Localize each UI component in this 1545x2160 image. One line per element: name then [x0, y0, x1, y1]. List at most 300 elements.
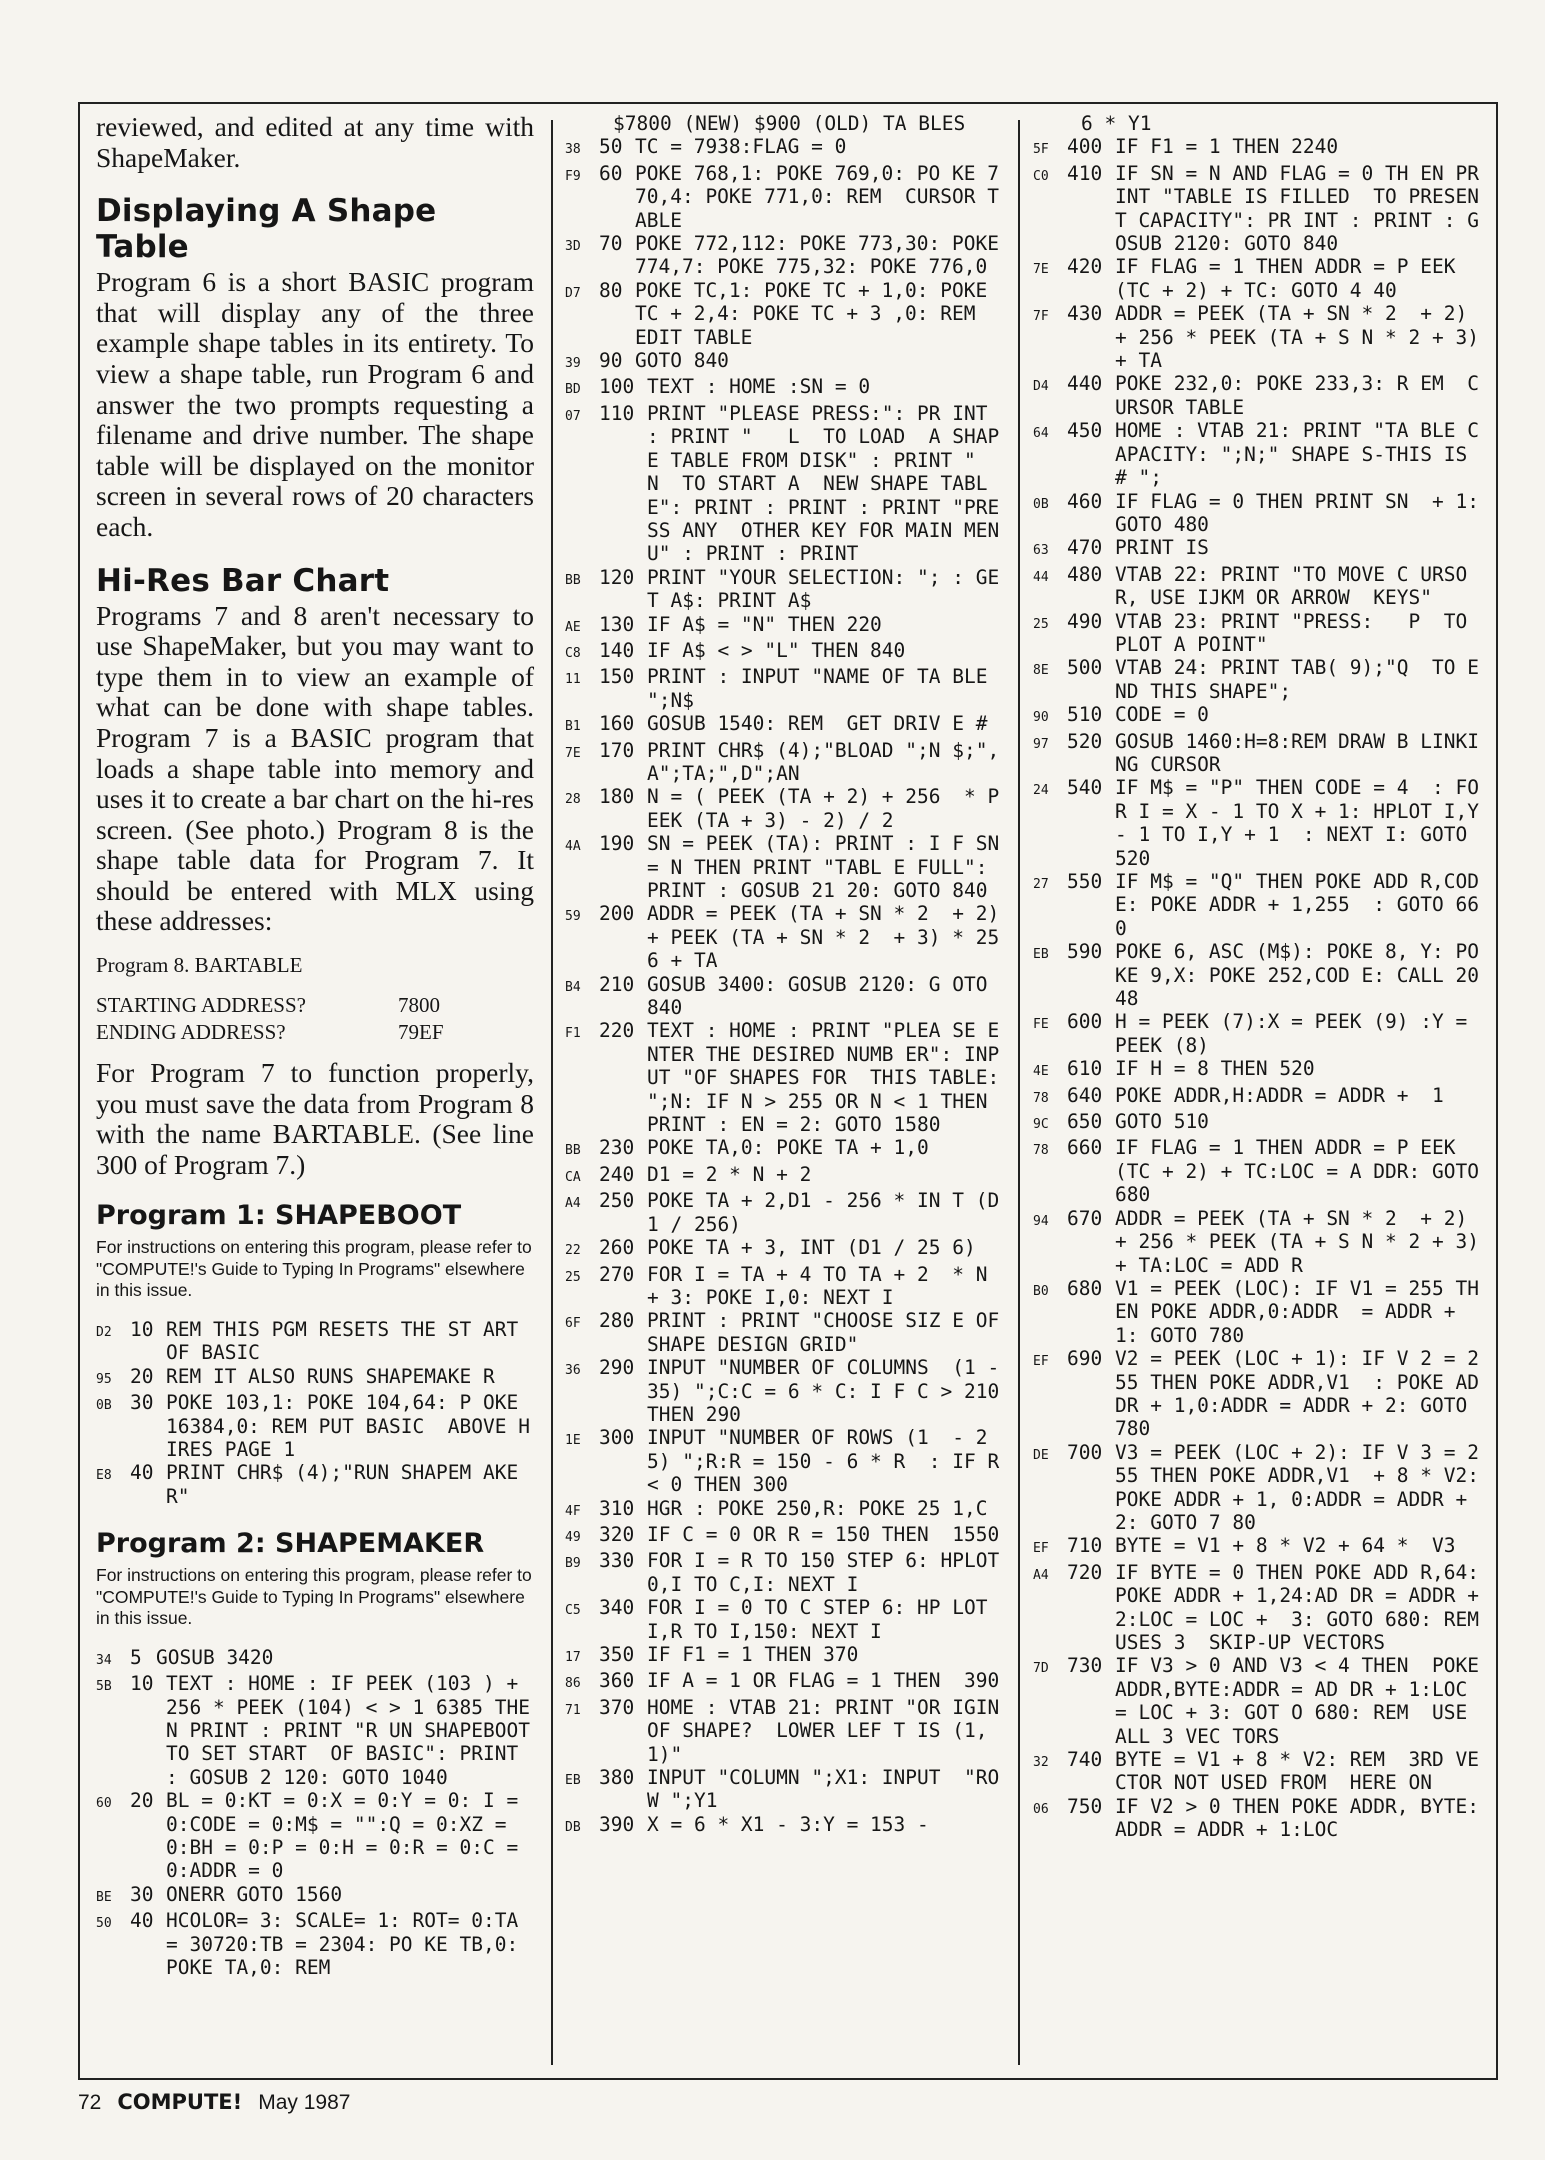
code-line — [96, 1646, 534, 1672]
code-text: N = ( PEEK (TA + 2) + 256 * PEEK (TA + 3) - 2) / 2 — [647, 785, 1000, 832]
code-text: BL = 0:KT = 0:X = 0:Y = 0: I = 0:CODE = 0:M$ = "":Q = 0:XZ = 0:BH = 0:P = 0:H = 0:R = 0:C = 0:ADDR = 0 — [166, 1789, 530, 1883]
line-number: 490 — [1067, 609, 1103, 633]
program-1-listing — [96, 1318, 534, 1508]
line-number: 640 — [1067, 1083, 1103, 1107]
checksum: 32 — [1033, 1755, 1049, 1771]
line-number: 370 — [599, 1695, 635, 1719]
code-text: POKE 103,1: POKE 104,64: P OKE 16384,0: REM PUT BASIC ABOVE HIRES PAGE 1 — [166, 1391, 530, 1461]
code-line — [1033, 563, 1481, 610]
code-line — [1033, 372, 1481, 419]
starting-address-row — [96, 992, 534, 1019]
line-number: 320 — [599, 1522, 635, 1546]
checksum: 22 — [565, 1243, 581, 1259]
line-number: 420 — [1067, 255, 1103, 279]
page-number: 72 — [78, 2091, 102, 2114]
code-text: HCOLOR= 3: SCALE= 1: ROT= 0:TA = 30720:TB = 2304: PO KE TB,0: POKE TA,0: REM — [166, 1909, 530, 1979]
code-text: V1 = PEEK (LOC): IF V1 = 255 THEN POKE ADDR,0:ADDR = ADDR + 1: GOTO 780 — [1115, 1276, 1479, 1347]
code-line — [96, 1318, 534, 1365]
checksum: 3D — [565, 239, 581, 255]
checksum: D7 — [565, 285, 581, 301]
code-text: CODE = 0 — [1115, 703, 1209, 727]
line-number: 140 — [599, 638, 635, 662]
line-number: 750 — [1067, 1794, 1103, 1818]
checksum: 97 — [1033, 736, 1049, 752]
code-line — [96, 1461, 534, 1508]
line-number: 10 — [130, 1317, 154, 1341]
checksum: 39 — [565, 356, 581, 372]
code-text: PRINT : PRINT "CHOOSE SIZ E OF SHAPE DESIGN GRID" — [647, 1309, 1011, 1356]
checksum: 4A — [565, 839, 581, 855]
code-line — [565, 1309, 1011, 1356]
code-text: GOTO 840 — [635, 349, 729, 373]
checksum: C8 — [565, 645, 581, 661]
line-number: 310 — [599, 1496, 635, 1520]
checksum: 17 — [565, 1650, 581, 1665]
line-number: 40 — [130, 1909, 154, 1933]
code-text: H = PEEK (7):X = PEEK (9) :Y = PEEK (8) — [1115, 1010, 1479, 1057]
checksum: D2 — [96, 1324, 112, 1340]
checksum — [1033, 112, 1067, 135]
line-number: 150 — [599, 665, 635, 689]
heading-displaying-shape-table: Displaying A Shape Table — [96, 193, 437, 266]
code-line — [1033, 1795, 1481, 1842]
checksum: 86 — [565, 1676, 581, 1692]
code-text: GOSUB 1540: REM GET DRIV E # — [647, 712, 988, 736]
starting-address-label: STARTING ADDRESS? — [96, 993, 306, 1018]
checksum: 60 — [96, 1796, 112, 1812]
program-2-note: For instructions on entering this program, please refer to "COMPUTE!'s Guide to Typing In Programs" elsewhere in this issue. — [96, 1565, 532, 1629]
line-number: 670 — [1067, 1206, 1103, 1230]
code-text: PRINT : INPUT "NAME OF TA BLE ";N$ — [647, 665, 1000, 712]
checksum: 50 — [96, 1916, 112, 1932]
line-number: 170 — [599, 738, 635, 762]
code-line — [96, 1883, 534, 1909]
code-text: IF SN = N AND FLAG = 0 TH EN PRINT "TABLE IS FILLED TO PRESENT CAPACITY": PR INT : PRINT : GOSUB 2120: GOTO 840 — [1115, 161, 1479, 256]
code-line — [565, 665, 1007, 712]
line-number: 460 — [1067, 489, 1103, 513]
code-text: GOSUB 3420 — [156, 1645, 274, 1669]
line-number: 40 — [130, 1461, 154, 1485]
line-number: 70 — [599, 232, 623, 256]
line-number: 510 — [1067, 703, 1103, 727]
line-number: 720 — [1067, 1560, 1103, 1584]
code-text: GOTO 510 — [1115, 1110, 1209, 1134]
line-number: 710 — [1067, 1534, 1103, 1558]
code-text: POKE 232,0: POKE 233,3: R EM CURSOR TABLE — [1115, 372, 1479, 419]
code-text: BYTE = V1 + 8 * V2: REM 3RD VECTOR NOT USED FROM HERE ON — [1115, 1748, 1479, 1795]
code-text: INPUT "COLUMN ";X1: INPUT "ROW ";Y1 — [647, 1766, 1000, 1813]
line-number: 230 — [599, 1136, 635, 1160]
code-line — [1033, 419, 1481, 489]
line-number: 5 — [130, 1645, 142, 1669]
issue-date: May 1987 — [258, 2091, 351, 2114]
paragraph-program-6: Program 6 is a short BASIC program that will display any of the three example shape tables in its entirety. To view a shape table, run Program 6 and answer the two prompts requesting a filename and drive number. The shape table will be displayed on the monitor screen in several rows of 20 characters each. — [96, 266, 534, 542]
code-text: POKE TA + 3, INT (D1 / 25 6) — [647, 1236, 976, 1260]
code-text: HOME : VTAB 21: PRINT "OR IGIN OF SHAPE? LOWER LEF T IS (1,1)" — [647, 1695, 1011, 1766]
checksum: AE — [565, 619, 581, 635]
code-text: IF F1 = 1 THEN 2240 — [1115, 135, 1339, 159]
line-number: 200 — [599, 902, 635, 926]
code-text: ADDR = PEEK (TA + SN * 2 + 2) + 256 * PEEK (TA + S N * 2 + 3) + TA — [1115, 302, 1491, 373]
code-line — [565, 613, 1007, 639]
code-text: ONERR GOTO 1560 — [166, 1882, 343, 1906]
code-text: REM IT ALSO RUNS SHAPEMAKE R — [166, 1364, 495, 1388]
checksum: 63 — [1033, 543, 1049, 559]
line-number: 60 — [599, 161, 623, 185]
code-text: IF A$ = "N" THEN 220 — [647, 612, 882, 636]
starting-address-value: 7800 — [398, 993, 440, 1018]
code-text: POKE 768,1: POKE 769,0: PO KE 770,4: POKE 771,0: REM CURSOR TABLE — [635, 161, 999, 232]
page-footer — [78, 2090, 350, 2115]
code-line — [1033, 730, 1481, 777]
column-divider-2 — [1018, 120, 1020, 2065]
code-text: IF F1 = 1 THEN 370 — [647, 1643, 859, 1666]
line-number: 390 — [599, 1812, 635, 1836]
code-text: PRINT IS — [1115, 536, 1209, 560]
line-number: 10 — [130, 1672, 154, 1696]
line-number: 450 — [1067, 419, 1103, 443]
code-text: IF M$ = "Q" THEN POKE ADD R,CODE: POKE ADDR + 1,255 : GOTO 660 — [1115, 870, 1479, 940]
code-text: GOSUB 1460:H=8:REM DRAW B LINKING CURSOR — [1115, 729, 1479, 776]
checksum: B9 — [565, 1556, 581, 1572]
line-number: 480 — [1067, 562, 1103, 586]
code-line — [565, 1136, 1007, 1162]
line-number: 650 — [1067, 1110, 1103, 1134]
code-text: BYTE = V1 + 8 * V2 + 64 * V3 — [1115, 1534, 1456, 1558]
code-text: IF A$ < > "L" THEN 840 — [647, 638, 906, 662]
program-2-title: Program 2: SHAPEMAKER — [96, 1528, 485, 1560]
checksum: 7E — [565, 745, 581, 761]
line-number: 280 — [599, 1309, 635, 1333]
code-line — [565, 1356, 1011, 1426]
code-text: FOR I = 0 TO C STEP 6: HP LOT I,R TO I,150: NEXT I — [647, 1596, 1000, 1643]
line-number: 240 — [599, 1162, 635, 1186]
code-line — [565, 1236, 1007, 1262]
code-text: X = 6 * X1 - 3:Y = 153 - — [647, 1812, 929, 1836]
code-line — [565, 1596, 1007, 1643]
code-line — [96, 1672, 542, 1789]
ending-address-label: ENDING ADDRESS? — [96, 1020, 286, 1045]
code-line — [96, 1789, 534, 1883]
line-number: 80 — [599, 278, 623, 302]
code-line — [565, 1019, 1011, 1137]
line-number: 220 — [599, 1019, 635, 1043]
code-line — [1033, 1206, 1491, 1277]
checksum: EF — [1033, 1354, 1049, 1370]
line-number: 30 — [130, 1391, 154, 1415]
code-text: $7800 (NEW) $900 (OLD) TA BLES — [613, 112, 966, 135]
checksum — [565, 112, 599, 135]
code-line — [565, 349, 1007, 375]
line-number: 30 — [130, 1882, 154, 1906]
code-line — [1033, 135, 1481, 161]
paragraph-programs-7-8: Programs 7 and 8 aren't necessary to use ShapeMaker, but you may want to type them in to view an example of what can be done with shape tables. Program 7 is a BASIC program that loads a shape table into memory and uses it to create a bar chart on the hi-res screen. (See photo.) Program 8 is the shape table data for Program 7. It should be entered with MLX using these addresses: — [96, 599, 534, 937]
line-number: 610 — [1067, 1057, 1103, 1081]
heading-hires-bar-chart: Hi-Res Bar Chart — [96, 562, 390, 599]
line-number: 20 — [130, 1789, 154, 1813]
code-text: VTAB 22: PRINT "TO MOVE C URSOR, USE IJKM OR ARROW KEYS" — [1115, 562, 1468, 610]
checksum: 0B — [1033, 496, 1049, 512]
code-text: V2 = PEEK (LOC + 1): IF V 2 = 255 THEN POKE ADDR,V1 : POKE ADDR + 1,0:ADDR = ADDR + 2: GOTO 780 — [1115, 1347, 1479, 1441]
ending-address-value: 79EF — [398, 1020, 444, 1045]
code-text: PRINT CHR$ (4);"RUN SHAPEM AKER" — [166, 1461, 519, 1508]
checksum: B0 — [1033, 1283, 1049, 1299]
code-line — [565, 832, 1011, 902]
intro-paragraph: reviewed, and edited at any time with ShapeMaker. — [96, 111, 534, 173]
checksum: 6F — [565, 1316, 581, 1332]
checksum: 25 — [565, 1269, 581, 1285]
code-text: ADDR = PEEK (TA + SN * 2 + 2) + 256 * PEEK (TA + S N * 2 + 3) + TA:LOC = ADD R — [1115, 1206, 1491, 1277]
checksum: BD — [565, 382, 581, 398]
checksum: 59 — [565, 909, 581, 925]
checksum: C0 — [1033, 168, 1049, 184]
code-text: VTAB 23: PRINT "PRESS: P TO PLOT A POINT" — [1115, 609, 1479, 656]
line-number: 600 — [1067, 1010, 1103, 1034]
code-text: PRINT "PLEASE PRESS:": PR INT : PRINT " L TO LOAD A SHAPE TABLE FROM DISK" : PRINT " N TO START A NEW SHAPE TABLE": PRINT : PRINT : PRINT "PRESS ANY OTHER KEY FOR MAIN MENU" : PRINT : PRINT — [647, 401, 1011, 566]
ending-address-row — [96, 1019, 534, 1046]
code-text: TEXT : HOME : PRINT "PLEA SE ENTER THE DESIRED NUMB ER": INPUT "OF SHAPES FOR THIS TABLE: ";N: IF N > 255 OR N < 1 THEN PRINT : EN = 2: GOTO 1580 — [647, 1019, 1011, 1137]
code-line — [1033, 656, 1481, 703]
checksum: BB — [565, 1143, 581, 1159]
code-text: INPUT "NUMBER OF COLUMNS (1 - 35) ";C:C = 6 * C: I F C > 210 THEN 290 — [647, 1356, 1011, 1426]
checksum: 9C — [1033, 1117, 1049, 1133]
code-text: PRINT CHR$ (4);"BLOAD ";N $;",A";TA;",D";AN — [647, 738, 1000, 785]
program-2-listing — [96, 1645, 542, 1980]
line-number: 130 — [599, 612, 635, 636]
line-number: 110 — [599, 401, 635, 425]
checksum: A4 — [1033, 1567, 1049, 1583]
checksum: DE — [1033, 1447, 1049, 1463]
code-text: IF V3 > 0 AND V3 < 4 THEN POKE ADDR,BYTE:ADDR = AD DR + 1:LOC = LOC + 3: GOT O 680: REM USE ALL 3 VEC TORS — [1115, 1654, 1491, 1748]
code-line — [565, 639, 1007, 665]
code-line — [565, 785, 1007, 832]
checksum: 5F — [1033, 142, 1049, 158]
checksum: 78 — [1033, 1090, 1049, 1106]
code-line — [1033, 1347, 1481, 1441]
line-number: 380 — [599, 1766, 635, 1790]
code-text: POKE TA,0: POKE TA + 1,0 — [647, 1136, 929, 1160]
code-text: IF M$ = "P" THEN CODE = 4 : FOR I = X - 1 TO X + 1: HPLOT I,Y - 1 TO I,Y + 1 : NEXT I: GOTO 520 — [1115, 776, 1491, 870]
line-number: 400 — [1067, 135, 1103, 159]
code-text: 6 * Y1 — [1081, 112, 1152, 135]
code-text: VTAB 24: PRINT TAB( 9);"Q TO END THIS SHAPE"; — [1115, 656, 1479, 703]
checksum: 0B — [96, 1398, 112, 1414]
code-line — [1033, 1136, 1491, 1207]
line-number: 120 — [599, 565, 635, 589]
code-line — [1033, 1057, 1481, 1083]
code-line — [1033, 112, 1481, 135]
code-line — [565, 1163, 1007, 1189]
line-number: 330 — [599, 1549, 635, 1573]
code-line — [565, 739, 1007, 786]
line-number: 470 — [1067, 536, 1103, 560]
line-number: 690 — [1067, 1347, 1103, 1371]
code-line — [565, 135, 1007, 161]
code-text: POKE TC,1: POKE TC + 1,0: POKE TC + 2,4: POKE TC + 3 ,0: REM EDIT TABLE — [635, 278, 999, 349]
code-line — [1033, 1010, 1481, 1057]
bartable-title: Program 8. BARTABLE — [96, 953, 303, 978]
checksum: C5 — [565, 1603, 581, 1619]
checksum: EB — [565, 1773, 581, 1789]
code-line — [565, 1643, 1007, 1669]
code-line — [565, 375, 1007, 401]
line-number: 540 — [1067, 776, 1103, 800]
code-line — [1033, 1748, 1481, 1795]
line-number — [599, 112, 613, 135]
checksum: 4E — [1033, 1064, 1049, 1080]
code-text: POKE 6, ASC (M$): POKE 8, Y: POKE 9,X: POKE 252,COD E: CALL 2048 — [1115, 940, 1479, 1011]
code-text: TEXT : HOME :SN = 0 — [647, 375, 871, 399]
code-line — [96, 1391, 534, 1461]
code-text: HOME : VTAB 21: PRINT "TA BLE CAPACITY: ";N;" SHAPE S-THIS IS # "; — [1115, 419, 1479, 490]
column-3-listing — [1033, 112, 1503, 1842]
checksum: 49 — [565, 1529, 581, 1545]
code-text: IF C = 0 OR R = 150 THEN 1550 — [647, 1522, 1000, 1546]
checksum: 7D — [1033, 1661, 1049, 1677]
line-number: 500 — [1067, 656, 1103, 680]
checksum: 27 — [1033, 877, 1049, 892]
line-number: 520 — [1067, 729, 1103, 753]
code-text: PRINT "YOUR SELECTION: "; : GET A$: PRINT A$ — [647, 565, 1000, 613]
code-line — [565, 1669, 1007, 1695]
line-number: 740 — [1067, 1748, 1103, 1772]
line-number: 20 — [130, 1364, 154, 1388]
checksum: 94 — [1033, 1213, 1049, 1229]
code-text: IF H = 8 THEN 520 — [1115, 1057, 1315, 1081]
code-text: IF FLAG = 1 THEN ADDR = P EEK (TC + 2) + TC:LOC = A DDR: GOTO 680 — [1115, 1136, 1491, 1207]
checksum: 38 — [565, 142, 581, 158]
column-divider-1 — [551, 120, 553, 2065]
code-text: POKE TA + 2,D1 - 256 * IN T (D1 / 256) — [647, 1189, 1000, 1236]
checksum: EF — [1033, 1541, 1049, 1557]
code-line — [565, 1426, 1011, 1497]
line-number: 100 — [599, 375, 635, 399]
program-1-title: Program 1: SHAPEBOOT — [96, 1200, 462, 1232]
code-text: POKE ADDR,H:ADDR = ADDR + 1 — [1115, 1083, 1444, 1107]
code-line — [1033, 1440, 1491, 1535]
code-line — [1033, 162, 1481, 256]
code-line — [1033, 703, 1481, 729]
line-number: 680 — [1067, 1276, 1103, 1300]
code-line — [565, 712, 1007, 738]
code-line — [1033, 940, 1481, 1010]
line-number: 190 — [599, 832, 635, 856]
line-number: 160 — [599, 712, 635, 736]
checksum: 71 — [565, 1702, 581, 1718]
checksum: FE — [1033, 1017, 1049, 1033]
checksum: 28 — [565, 792, 581, 808]
code-text: TC = 7938:FLAG = 0 — [635, 135, 847, 159]
code-text: ADDR = PEEK (TA + SN * 2 + 2) + PEEK (TA + SN * 2 + 3) * 256 + TA — [647, 902, 1011, 973]
line-number: 700 — [1067, 1440, 1103, 1464]
code-text: POKE 772,112: POKE 773,30: POKE 774,7: POKE 775,32: POKE 776,0 — [635, 232, 1011, 279]
checksum: 64 — [1033, 426, 1049, 442]
code-line — [1033, 1560, 1503, 1655]
checksum: 1E — [565, 1433, 581, 1449]
checksum: 90 — [1033, 710, 1049, 726]
code-line — [565, 1695, 1011, 1766]
code-text: INPUT "NUMBER OF ROWS (1 - 25) ";R:R = 150 - 6 * R : IF R < 0 THEN 300 — [647, 1426, 1011, 1497]
checksum: 7E — [1033, 262, 1049, 278]
code-line — [1033, 1110, 1481, 1136]
magazine-name: COMPUTE! — [117, 2090, 243, 2114]
checksum: 8E — [1033, 663, 1049, 679]
checksum: F1 — [565, 1026, 581, 1042]
line-number: 410 — [1067, 161, 1103, 185]
line-number: 360 — [599, 1669, 635, 1693]
code-line — [96, 1365, 534, 1391]
code-line — [565, 162, 1007, 232]
line-number: 290 — [599, 1356, 635, 1380]
code-line — [565, 1766, 1007, 1813]
line-number: 340 — [599, 1596, 635, 1620]
code-line — [565, 1497, 1007, 1523]
checksum: 78 — [1033, 1143, 1049, 1159]
code-line — [565, 1263, 1007, 1310]
line-number: 250 — [599, 1189, 635, 1213]
line-number: 50 — [599, 135, 623, 159]
checksum: B1 — [565, 719, 581, 735]
line-number: 440 — [1067, 372, 1103, 396]
code-text: IF FLAG = 0 THEN PRINT SN + 1: GOTO 480 — [1115, 489, 1491, 536]
checksum: 25 — [1033, 616, 1049, 632]
code-text: IF BYTE = 0 THEN POKE ADD R,64: POKE ADDR + 1,24:AD DR = ADDR + 2:LOC = LOC + 3: GOTO 680: REM USES 3 SKIP-UP VECTORS — [1115, 1560, 1503, 1654]
paragraph-program-7-save: For Program 7 to function properly, you must save the data from Program 8 with the name BARTABLE. (See line 300 of Program 7.) — [96, 1057, 534, 1180]
line-number: 270 — [599, 1262, 635, 1286]
code-text: SN = PEEK (TA): PRINT : I F SN = N THEN PRINT "TABL E FULL": PRINT : GOSUB 21 20: GOTO 840 — [647, 832, 1011, 902]
line-number: 730 — [1067, 1654, 1103, 1678]
line-number: 590 — [1067, 940, 1103, 964]
code-line — [1033, 302, 1491, 373]
line-number: 90 — [599, 349, 623, 373]
code-line — [1033, 489, 1491, 537]
code-text: HGR : POKE 250,R: POKE 25 1,C — [647, 1496, 988, 1520]
checksum: 44 — [1033, 569, 1049, 585]
checksum: E8 — [96, 1468, 112, 1484]
code-line — [1033, 536, 1481, 562]
checksum: A4 — [565, 1196, 581, 1212]
code-line — [565, 566, 1007, 613]
checksum: BB — [565, 572, 581, 588]
checksum: 34 — [96, 1652, 112, 1668]
code-line — [1033, 1534, 1481, 1560]
code-text: FOR I = TA + 4 TO TA + 2 * N + 3: POKE I,0: NEXT I — [647, 1262, 1000, 1309]
code-text: IF FLAG = 1 THEN ADDR = P EEK (TC + 2) + TC: GOTO 4 40 — [1115, 255, 1468, 302]
checksum: B4 — [565, 979, 581, 995]
code-text: GOSUB 3400: GOSUB 2120: G OTO 840 — [647, 972, 1000, 1020]
line-number — [1067, 112, 1081, 135]
checksum: 06 — [1033, 1801, 1049, 1817]
checksum: 11 — [565, 672, 581, 688]
checksum: 24 — [1033, 783, 1049, 799]
code-line — [565, 902, 1011, 973]
checksum: D4 — [1033, 379, 1049, 395]
code-text: FOR I = R TO 150 STEP 6: HPLOT 0,I TO C,I: NEXT I — [647, 1549, 1011, 1596]
code-line — [565, 401, 1011, 566]
line-number: 300 — [599, 1426, 635, 1450]
code-text: IF A = 1 OR FLAG = 1 THEN 390 — [647, 1669, 1000, 1693]
line-number: 260 — [599, 1236, 635, 1260]
code-text: D1 = 2 * N + 2 — [647, 1162, 812, 1186]
code-text: TEXT : HOME : IF PEEK (103 ) + 256 * PEEK (104) < > 1 6385 THEN PRINT : PRINT "R UN SHAPEBOOT TO SET START OF BASIC": PRINT : GOSUB 2 120: GOTO 1040 — [166, 1672, 542, 1789]
checksum: CA — [565, 1169, 581, 1185]
line-number: 550 — [1067, 870, 1103, 893]
code-line — [1033, 610, 1481, 657]
checksum: 5B — [96, 1679, 112, 1695]
checksum: 07 — [565, 408, 581, 424]
column-2-listing — [565, 112, 1011, 1839]
code-line — [565, 232, 1011, 279]
